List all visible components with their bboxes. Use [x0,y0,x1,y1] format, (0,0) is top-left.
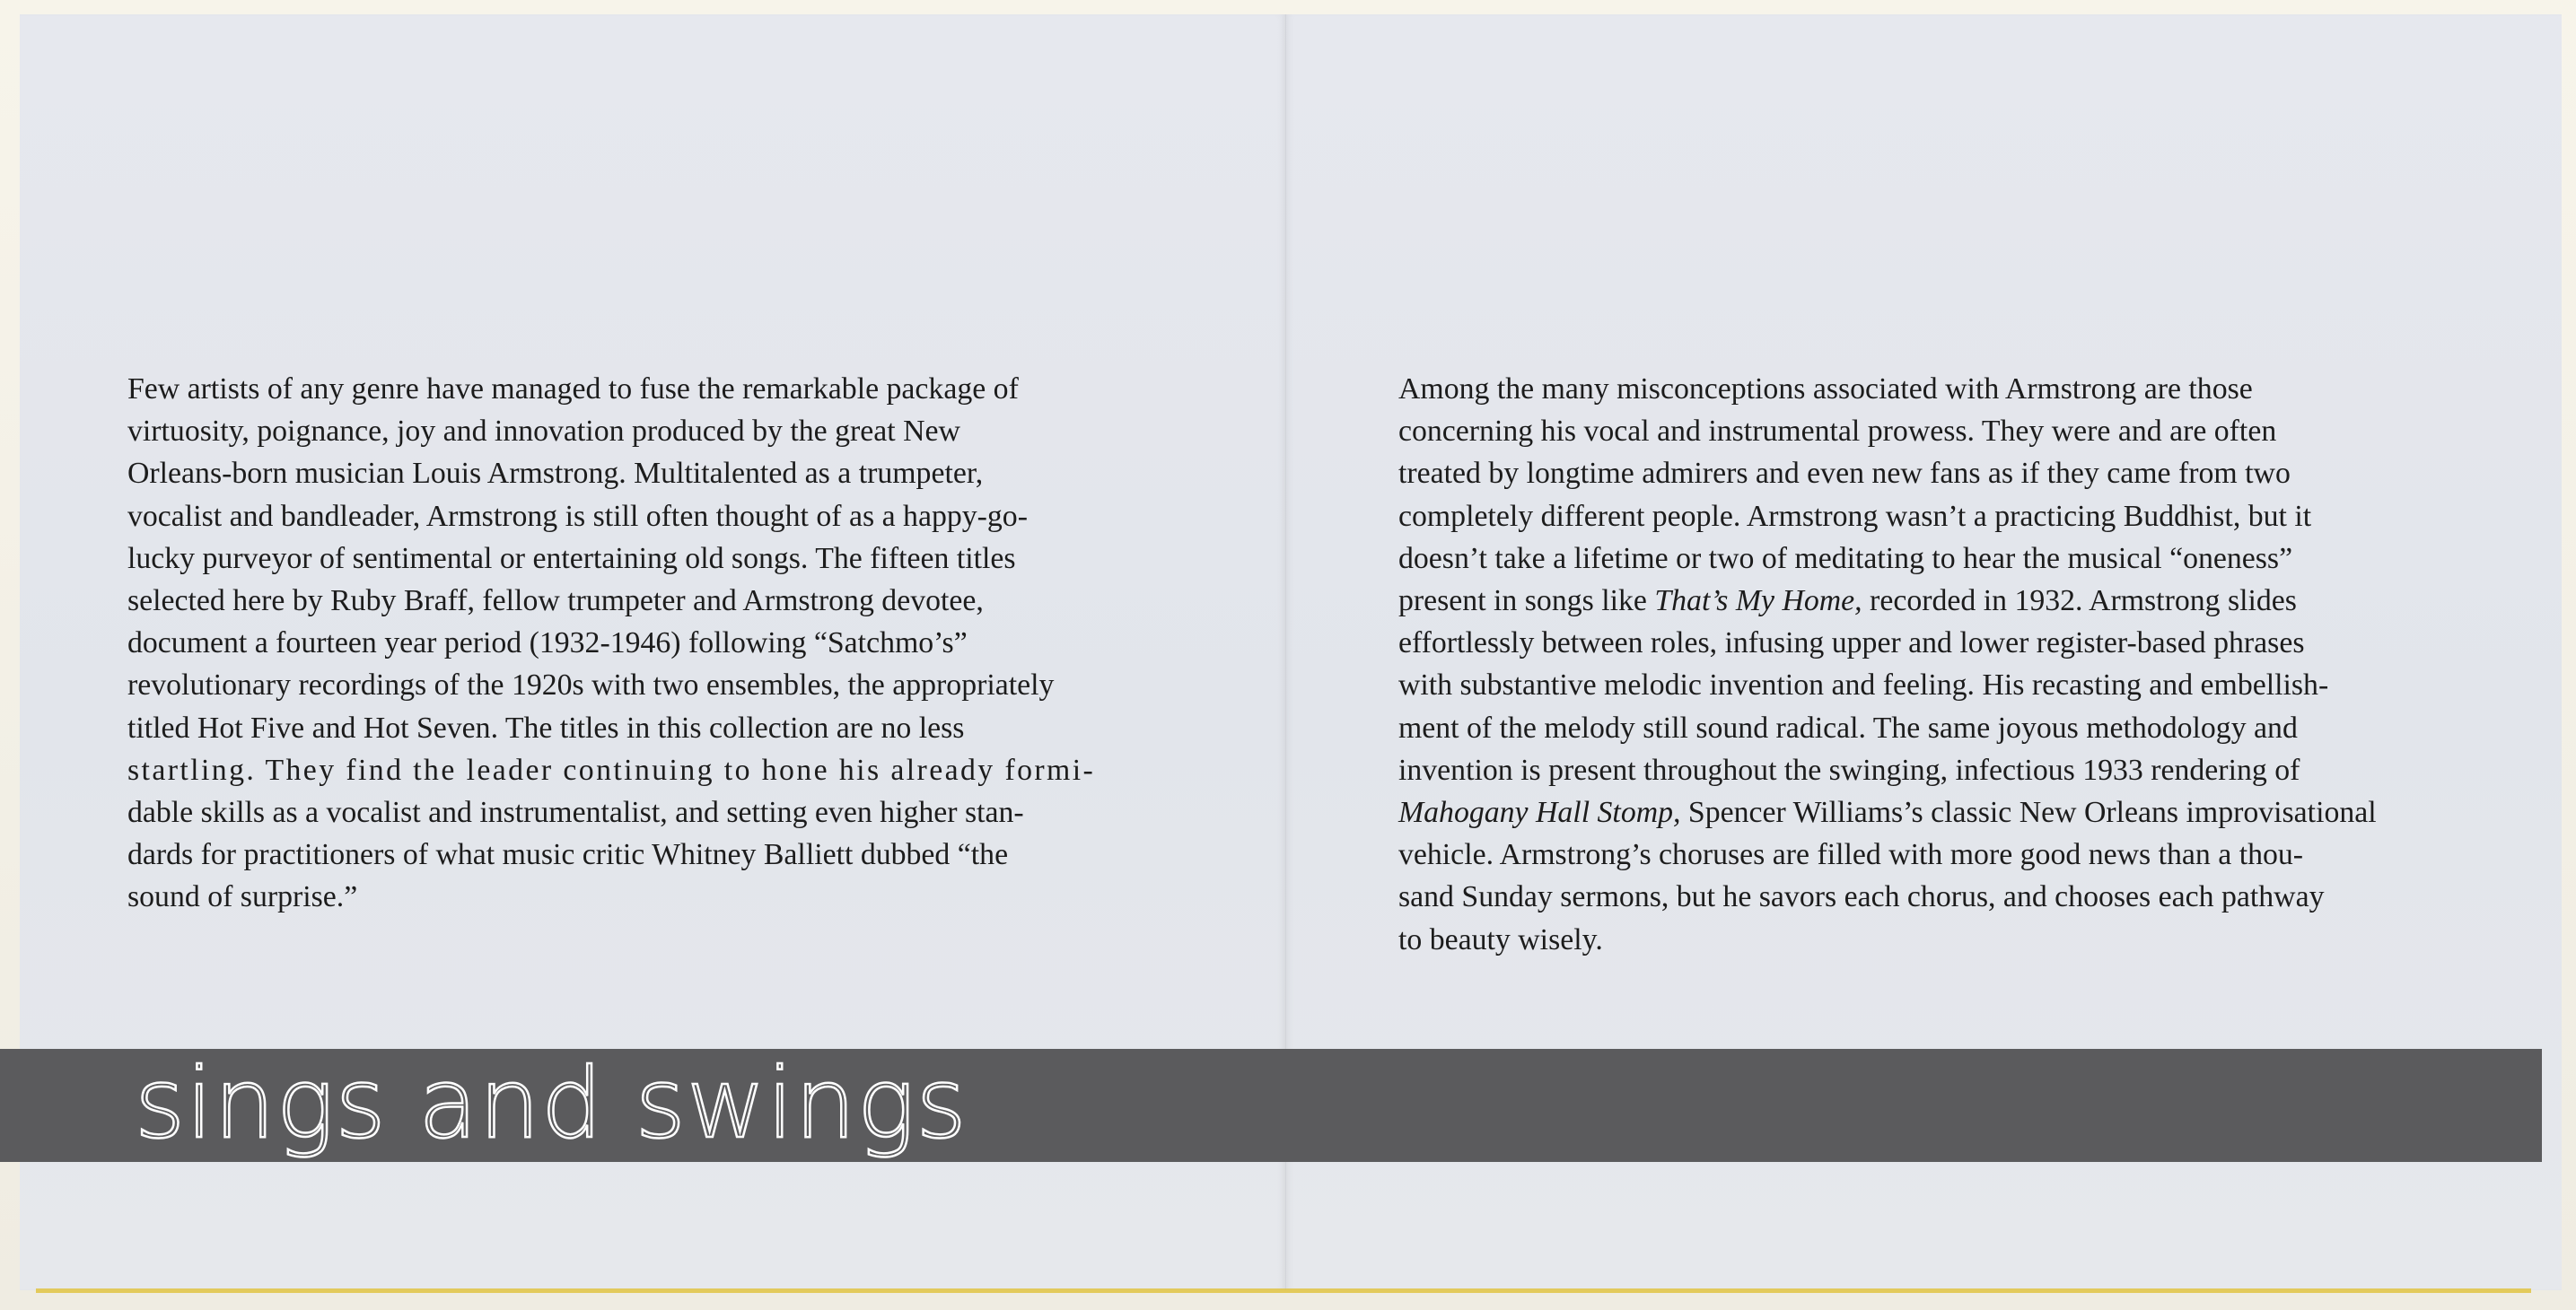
text-line: vocalist and bandleader, Armstrong is still often thought of as a happy-go- [127,499,1028,533]
booklet-bottom-edge [36,1288,2531,1293]
text-line: ment of the melody still sound radical. The same joyous methodology and [1398,711,2298,745]
band-title: sings and swings [135,1048,968,1160]
text-run: Spencer Williams’s classic New Orleans improvisational [1680,796,2377,830]
text-line: effortlessly between roles, infusing upper and lower register-based phrases [1398,626,2305,660]
text-line: invention is present throughout the swinging, infectious 1933 rendering of [1398,753,2300,787]
text-line: Orleans-born musician Louis Armstrong. Multitalented as a trumpeter, [127,457,984,491]
text-line: doesn’t take a lifetime or two of meditating to hear the musical “oneness” [1398,541,2293,575]
text-line: to beauty wisely. [1398,922,1603,956]
text-line: Few artists of any genre have managed to fuse the remarkable package of [127,372,1019,406]
text-line: with substantive melodic invention and feeling. His recasting and embellish- [1398,668,2329,703]
text-run: recorded in 1932. Armstrong slides [1862,584,2297,618]
left-page-paragraph [127,368,1095,919]
text-line: revolutionary recordings of the 1920s with two ensembles, the appropriately [127,668,1055,703]
text-line [1398,791,2377,834]
text-line: sand Sunday sermons, but he savors each chorus, and chooses each pathway [1398,880,2325,914]
song-title-mahogany-hall-stomp: Mahogany Hall Stomp, [1398,796,1681,830]
text-line: virtuosity, poignance, joy and innovation produced by the great New [127,415,960,449]
text-run: present in songs like [1398,584,1655,618]
text-line: dards for practitioners of what music critic Whitney Balliett dubbed “the [127,838,1009,872]
text-line: startling. They find the leader continuing to hone his already formi- [127,753,1096,787]
text-line: treated by longtime admirers and even new fans as if they came from two [1398,457,2291,491]
right-page-paragraph [1398,368,2377,961]
text-line [1398,580,2377,622]
text-line: dable skills as a vocalist and instrumentalist, and setting even higher stan- [127,796,1024,830]
text-line: titled Hot Five and Hot Seven. The titles in this collection are no less [127,711,965,745]
text-line: concerning his vocal and instrumental prowess. They were and are often [1398,415,2277,449]
text-line: vehicle. Armstrong’s choruses are filled with more good news than a thou- [1398,838,2304,872]
text-line: selected here by Ruby Braff, fellow trumpeter and Armstrong devotee, [127,584,984,618]
song-title-thats-my-home: That’s My Home, [1654,584,1862,618]
text-line: completely different people. Armstrong wasn’t a practicing Buddhist, but it [1398,499,2312,533]
text-line: Among the many misconceptions associated with Armstrong are those [1398,372,2253,406]
text-line: lucky purveyor of sentimental or entertaining old songs. The fifteen titles [127,541,1016,575]
text-line: document a fourteen year period (1932-1946) following “Satchmo’s” [127,626,968,660]
text-line: sound of surprise.” [127,880,358,914]
